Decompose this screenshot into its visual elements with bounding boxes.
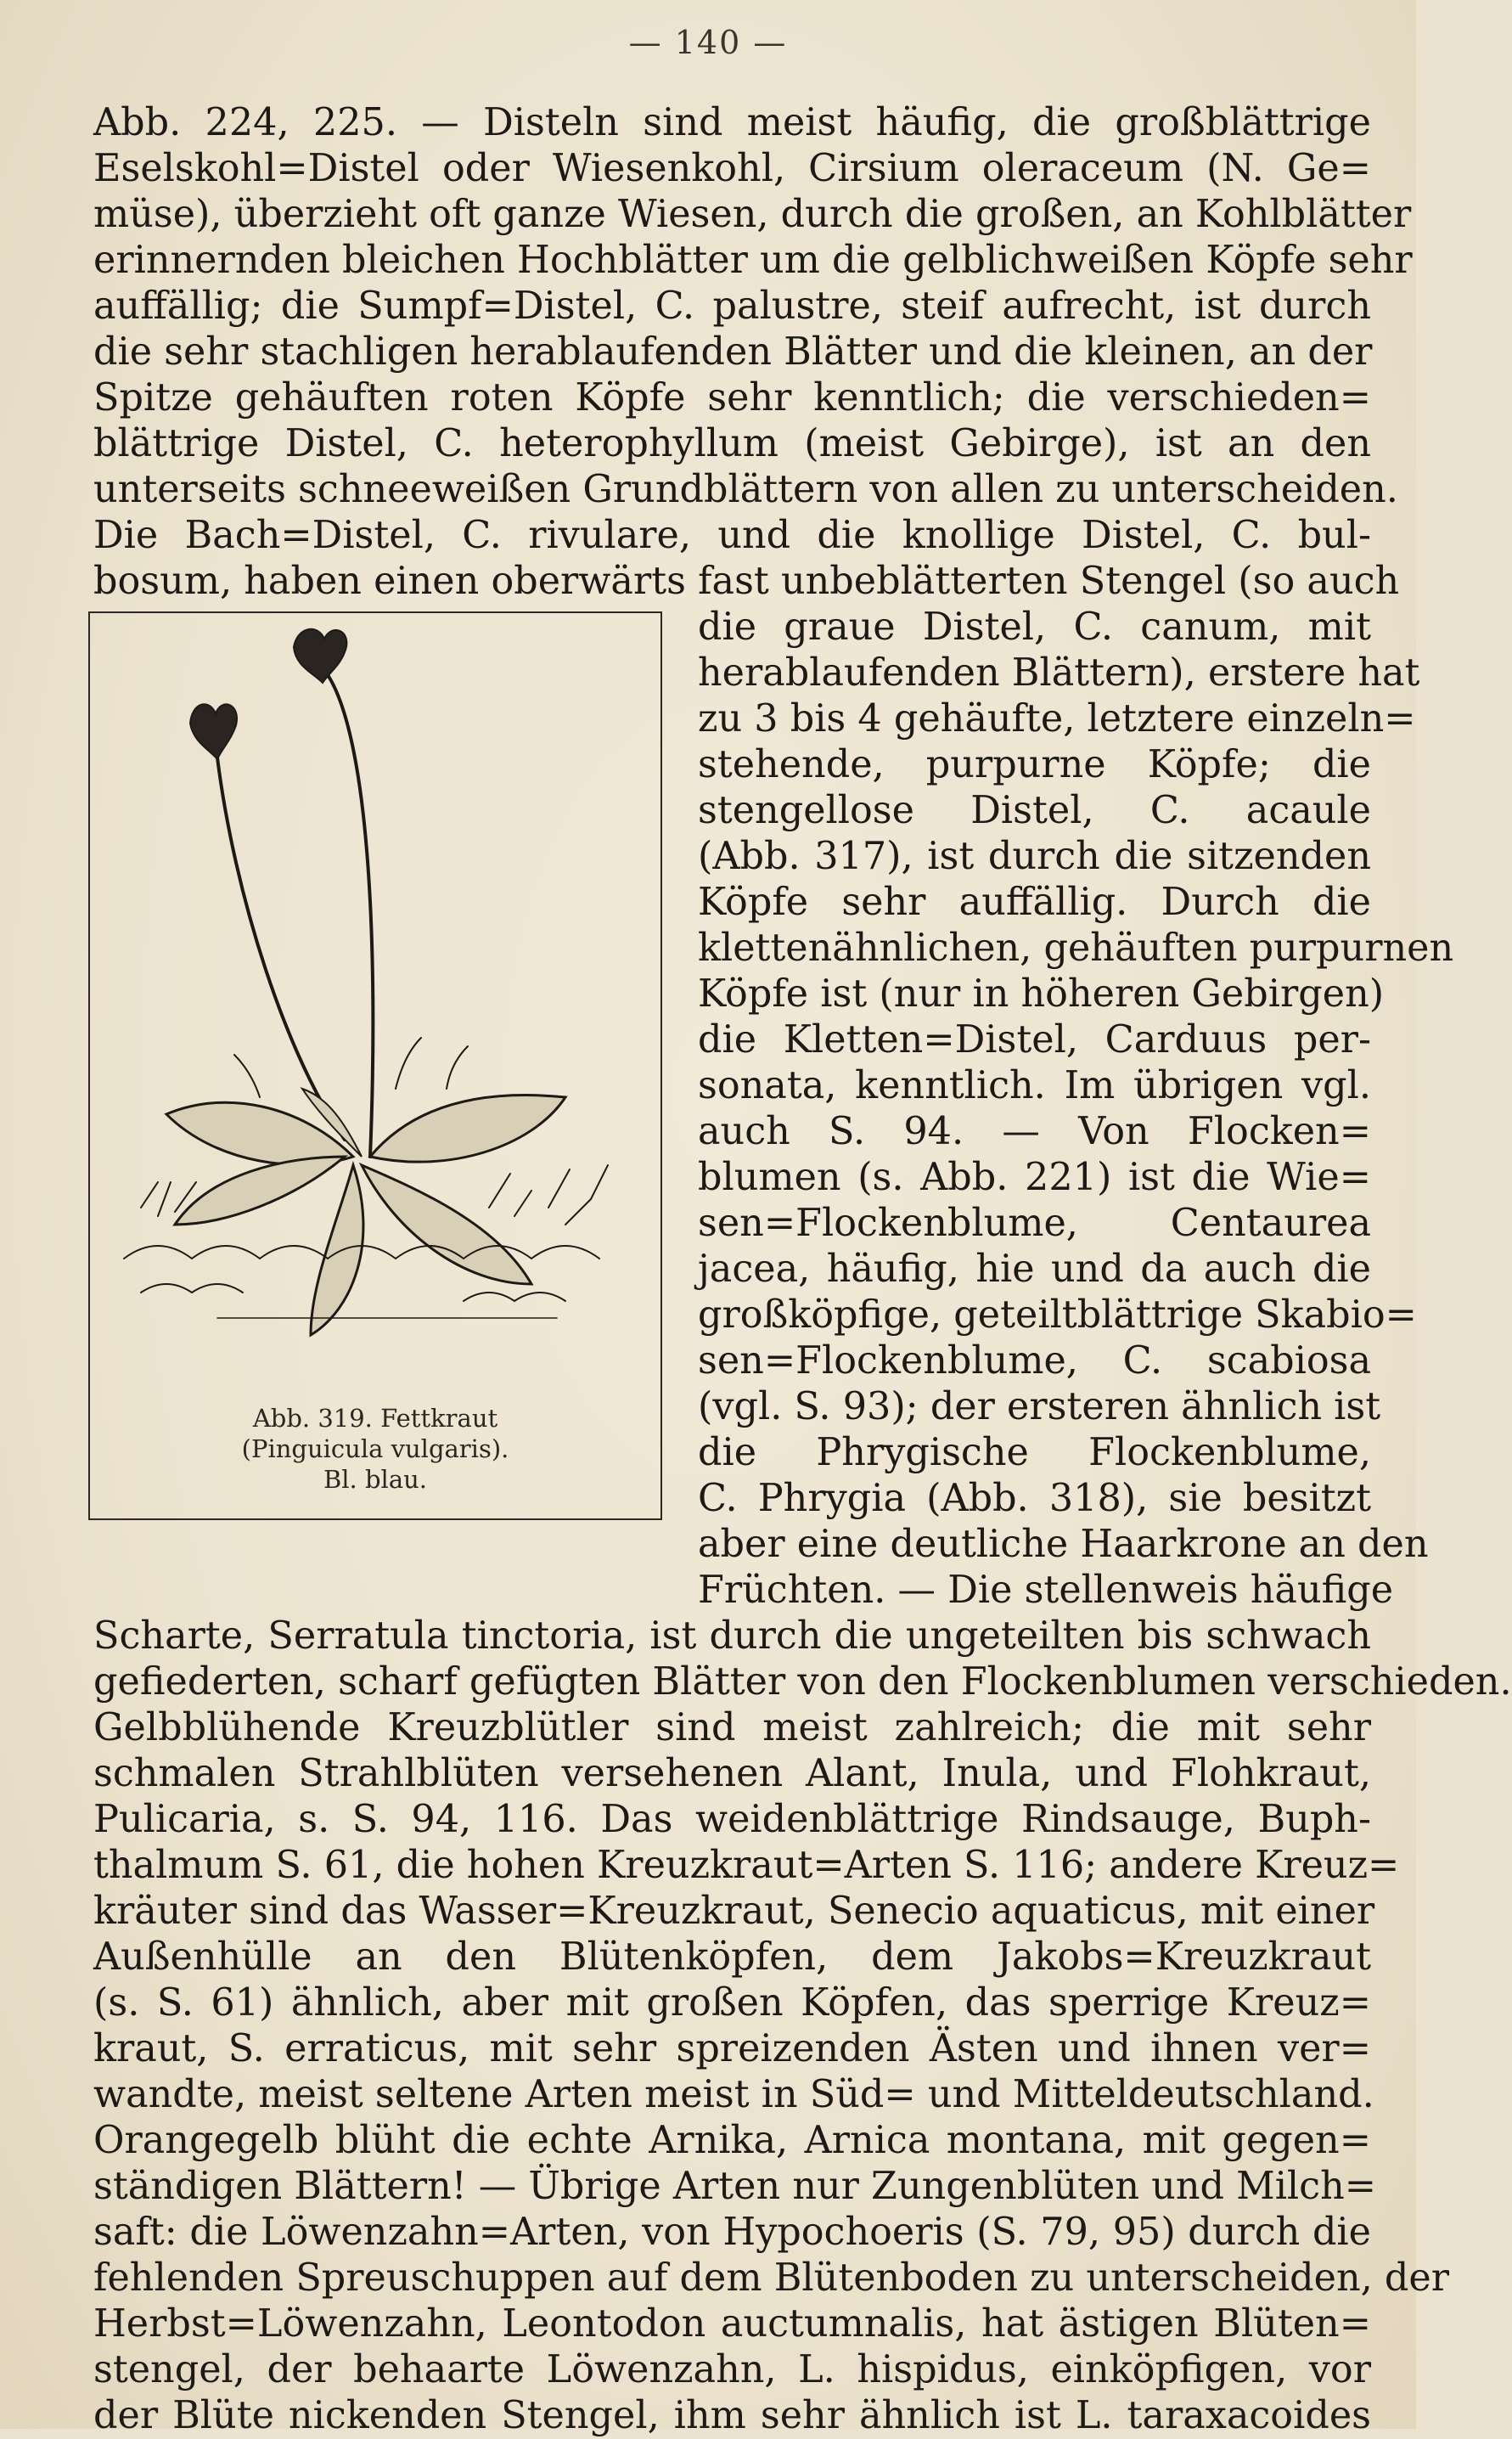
text-line: ständigen Blättern! — Übrige Arten nur Zungenblüten und Milch= [93, 2165, 1377, 2208]
text-line: die Phrygische Flockenblume, [698, 1431, 1371, 1474]
text-line: blumen (s. Abb. 221) ist die Wie= [698, 1156, 1371, 1199]
text-line: zu 3 bis 4 gehäufte, letztere einzeln= [698, 697, 1416, 741]
text-line: Gelbblühende Kreuzblütler sind meist zahlreich; die mit sehr [93, 1706, 1371, 1749]
text-line: die Kletten=Distel, Carduus per- [698, 1018, 1371, 1062]
text-line: erinnernden bleichen Hochblätter um die gelblichweißen Köpfe sehr [93, 239, 1413, 282]
text-line: Pulicaria, s. S. 94, 116. Das weidenblättrige Rindsauge, Buph- [93, 1798, 1371, 1841]
text-line: Köpfe ist (nur in höheren Gebirgen) [698, 972, 1385, 1016]
text-line: blättrige Distel, C. heterophyllum (meist Gebirge), ist an den [93, 422, 1371, 465]
text-line: sen=Flockenblume, Centaurea [698, 1202, 1371, 1245]
text-line: sen=Flockenblume, C. scabiosa [698, 1339, 1371, 1383]
text-line: Abb. 224, 225. — Disteln sind meist häufig, die großblättrige [93, 101, 1371, 144]
figure-caption-color: Bl. blau. [323, 1465, 428, 1494]
text-line: (s. S. 61) ähnlich, aber mit großen Köpfen, das sperrige Kreuz= [93, 1981, 1371, 2025]
text-line: Orangegelb blüht die echte Arnika, Arnica montana, mit gegen= [93, 2119, 1371, 2162]
figure-box [88, 611, 662, 1520]
figure-caption-latin: (Pinguicula vulgaris). [241, 1434, 509, 1463]
text-line: klettenähnlichen, gehäuften purpurnen [698, 927, 1454, 970]
text-line: stengellose Distel, C. acaule [698, 789, 1371, 832]
text-line: gefiederten, scharf gefügten Blätter von den Flockenblumen verschieden. [93, 1660, 1512, 1704]
text-line: unterseits schneeweißen Grundblättern von allen zu unterscheiden. [93, 468, 1398, 511]
text-line: die sehr stachligen herablaufenden Blätter und die kleinen, an der [93, 330, 1373, 374]
page-number: — 140 — [628, 24, 788, 61]
text-line: wandte, meist seltene Arten meist in Süd= und Mitteldeutschland. [93, 2073, 1374, 2116]
text-line: stehende, purpurne Köpfe; die [698, 743, 1371, 786]
text-line: Außenhülle an den Blütenköpfen, dem Jakobs=Kreuzkraut [93, 1935, 1371, 1979]
text-line: thalmum S. 61, die hohen Kreuzkraut=Arten S. 116; andere Kreuz= [93, 1844, 1400, 1887]
text-line: C. Phrygia (Abb. 318), sie besitzt [698, 1477, 1371, 1520]
text-line: herablaufenden Blättern), erstere hat [698, 651, 1420, 695]
text-line: fehlenden Spreuschuppen auf dem Blütenboden zu unterscheiden, der [93, 2256, 1450, 2300]
text-line: großköpfige, geteiltblättrige Skabio= [698, 1293, 1417, 1337]
text-line: (vgl. S. 93); der ersteren ähnlich ist [698, 1385, 1381, 1428]
text-line: Köpfe sehr auffällig. Durch die [698, 881, 1371, 924]
text-line: kräuter sind das Wasser=Kreuzkraut, Senecio aquaticus, mit einer [93, 1890, 1375, 1933]
text-line: (Abb. 317), ist durch die sitzenden [698, 835, 1371, 878]
text-line: müse), überzieht oft ganze Wiesen, durch die großen, an Kohlblätter [93, 193, 1412, 236]
figure-caption-title: Abb. 319. Fettkraut [252, 1404, 498, 1433]
text-line: auch S. 94. — Von Flocken= [698, 1110, 1371, 1153]
text-line: saft: die Löwenzahn=Arten, von Hypochoeris (S. 79, 95) durch die [93, 2211, 1371, 2254]
text-line: auffällig; die Sumpf=Distel, C. palustre, steif aufrecht, ist durch [93, 284, 1371, 328]
text-line: bosum, haben einen oberwärts fast unbeblätterten Stengel (so auch [93, 560, 1400, 603]
butterwort-illustration [90, 613, 660, 1518]
text-line: schmalen Strahlblüten versehenen Alant, Inula, und Flohkraut, [93, 1752, 1371, 1795]
text-line: jacea, häufig, hie und da auch die [698, 1248, 1371, 1291]
text-line: Eselskohl=Distel oder Wiesenkohl, Cirsium oleraceum (N. Ge= [93, 147, 1371, 190]
text-line: kraut, S. erraticus, mit sehr spreizenden Ästen und ihnen ver= [93, 2027, 1371, 2070]
text-line: der Blüte nickenden Stengel, ihm sehr ähnlich ist L. taraxacoides [93, 2394, 1371, 2437]
text-line: aber eine deutliche Haarkrone an den [698, 1523, 1429, 1566]
text-line: Früchten. — Die stellenweis häufige [698, 1569, 1394, 1612]
text-line: sonata, kenntlich. Im übrigen vgl. [698, 1064, 1371, 1107]
text-line: Die Bach=Distel, C. rivulare, und die knollige Distel, C. bul- [93, 514, 1371, 557]
text-line: die graue Distel, C. canum, mit [698, 606, 1371, 649]
text-line: Scharte, Serratula tinctoria, ist durch die ungeteilten bis schwach [93, 1614, 1371, 1658]
text-line: stengel, der behaarte Löwenzahn, L. hispidus, einköpfigen, vor [93, 2348, 1371, 2391]
text-line: Herbst=Löwenzahn, Leontodon auctumnalis, hat ästigen Blüten= [93, 2302, 1371, 2346]
text-line: Spitze gehäuften roten Köpfe sehr kenntlich; die verschieden= [93, 376, 1371, 420]
